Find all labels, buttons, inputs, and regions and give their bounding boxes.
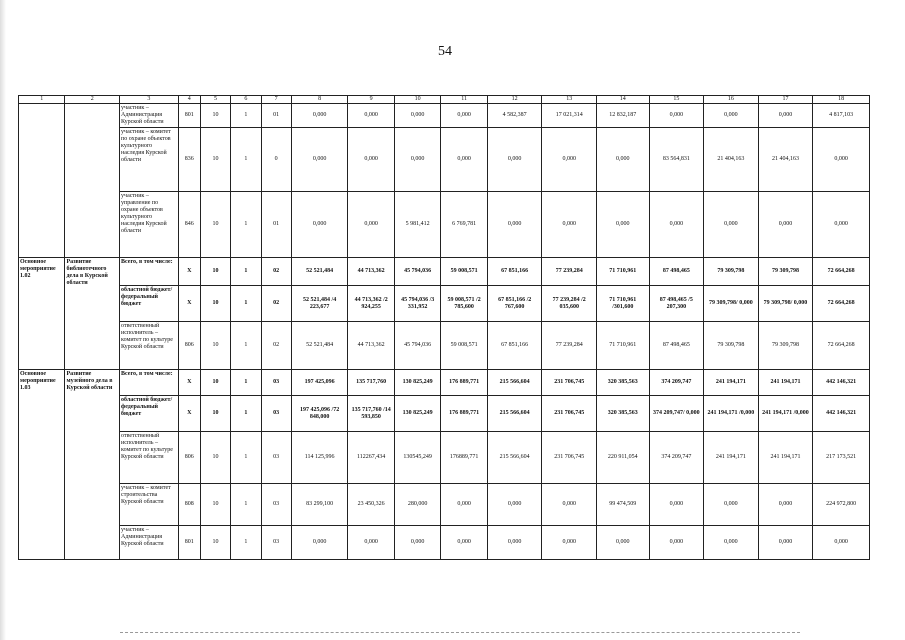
measure-cell: Основное мероприятие 1.03 bbox=[19, 370, 65, 560]
cell: 72 664,268 bbox=[813, 286, 870, 322]
cell: 21 404,163 bbox=[704, 128, 759, 192]
cell: 6 769,781 bbox=[441, 192, 487, 258]
cell: 77 239,284 /2 035,600 bbox=[542, 286, 597, 322]
table-row bbox=[19, 526, 870, 560]
cell: 176 889,771 bbox=[441, 370, 487, 396]
cell: 79 309,798 bbox=[704, 322, 759, 370]
cell: 241 194,171 bbox=[758, 370, 813, 396]
header-cell: 6 bbox=[231, 96, 261, 104]
cell: 1 bbox=[231, 258, 261, 286]
cell: 806 bbox=[178, 432, 200, 484]
cell: 0,000 bbox=[542, 192, 597, 258]
cell: 10 bbox=[200, 258, 230, 286]
cell: 0,000 bbox=[487, 128, 542, 192]
cell: 44 713,362 bbox=[348, 258, 394, 286]
cell: 1 bbox=[231, 286, 261, 322]
cell: 0,000 bbox=[487, 192, 542, 258]
cell: 130 825,249 bbox=[394, 396, 440, 432]
cell: 0,000 bbox=[649, 526, 704, 560]
header-cell: 8 bbox=[291, 96, 348, 104]
cell: 241 194,171 bbox=[704, 432, 759, 484]
header-cell: 7 bbox=[261, 96, 291, 104]
header-cell: 4 bbox=[178, 96, 200, 104]
cell: 52 521,484 /4 223,677 bbox=[291, 286, 348, 322]
cell: 79 309,798 bbox=[704, 258, 759, 286]
cell: 0,000 bbox=[704, 104, 759, 128]
cell: 23 450,326 bbox=[348, 484, 394, 526]
table-row bbox=[19, 322, 870, 370]
cell: 83 564,831 bbox=[649, 128, 704, 192]
cell: 02 bbox=[261, 258, 291, 286]
cell: 59 008,571 bbox=[441, 322, 487, 370]
cell: 806 bbox=[178, 322, 200, 370]
cell: 114 125,996 bbox=[291, 432, 348, 484]
table-row bbox=[19, 370, 870, 396]
cell: 374 209,747/ 0,000 bbox=[649, 396, 704, 432]
cell: 0,000 bbox=[291, 128, 348, 192]
table-row bbox=[19, 396, 870, 432]
cell: 45 794,036 bbox=[394, 322, 440, 370]
cell: X bbox=[178, 396, 200, 432]
table-header-row bbox=[19, 96, 870, 104]
cell: 215 566,604 bbox=[487, 432, 542, 484]
cell: 10 bbox=[200, 370, 230, 396]
cell: 01 bbox=[261, 104, 291, 128]
cell: 71 710,961 bbox=[597, 258, 650, 286]
cell: 1 bbox=[231, 370, 261, 396]
header-cell: 1 bbox=[19, 96, 65, 104]
cell: 10 bbox=[200, 484, 230, 526]
cell: 220 911,054 bbox=[597, 432, 650, 484]
cell: 0 bbox=[261, 128, 291, 192]
cell: 45 794,036 /3 331,952 bbox=[394, 286, 440, 322]
cell: 241 194,171 /0,000 bbox=[704, 396, 759, 432]
cell: 215 566,604 bbox=[487, 370, 542, 396]
cell: 45 794,036 bbox=[394, 258, 440, 286]
cell: 1 bbox=[231, 104, 261, 128]
cell: 442 146,321 bbox=[813, 396, 870, 432]
cell: 67 851,166 bbox=[487, 322, 542, 370]
cell: 01 bbox=[261, 192, 291, 258]
name-cell bbox=[65, 104, 120, 258]
table-row bbox=[19, 128, 870, 192]
cell: 1 bbox=[231, 432, 261, 484]
cell: 135 717,760 bbox=[348, 370, 394, 396]
cell: 10 bbox=[200, 322, 230, 370]
cell: 130 825,249 bbox=[394, 370, 440, 396]
cell: 0,000 bbox=[649, 484, 704, 526]
executor-cell: участник – управление по охране объектов культурного наследия Курской области bbox=[120, 192, 179, 258]
cell: 846 bbox=[178, 192, 200, 258]
cell: 0,000 bbox=[291, 526, 348, 560]
cell: 87 498,465 /5 207,300 bbox=[649, 286, 704, 322]
cell: 0,000 bbox=[813, 526, 870, 560]
cell: 4 817,103 bbox=[813, 104, 870, 128]
header-cell: 17 bbox=[758, 96, 813, 104]
cell: 99 474,509 bbox=[597, 484, 650, 526]
cell: 03 bbox=[261, 484, 291, 526]
header-cell: 14 bbox=[597, 96, 650, 104]
header-cell: 3 bbox=[120, 96, 179, 104]
cell: 03 bbox=[261, 526, 291, 560]
budget-table bbox=[18, 95, 870, 560]
executor-cell: Всего, в том числе: bbox=[120, 370, 179, 396]
table-row bbox=[19, 484, 870, 526]
cell: 0,000 bbox=[597, 526, 650, 560]
cell: 0,000 bbox=[649, 192, 704, 258]
cell: 77 239,284 bbox=[542, 258, 597, 286]
cell: 52 521,484 bbox=[291, 322, 348, 370]
cell: 0,000 bbox=[441, 484, 487, 526]
page-number: 54 bbox=[438, 44, 452, 59]
cell: 79 309,798 bbox=[758, 258, 813, 286]
cell: 02 bbox=[261, 322, 291, 370]
header-cell: 5 bbox=[200, 96, 230, 104]
cell: 0,000 bbox=[291, 192, 348, 258]
cell: 0,000 bbox=[813, 128, 870, 192]
cell: 10 bbox=[200, 104, 230, 128]
cell: 0,000 bbox=[758, 104, 813, 128]
cell: 0,000 bbox=[758, 526, 813, 560]
cell: 0,000 bbox=[394, 104, 440, 128]
cell: 0,000 bbox=[348, 526, 394, 560]
table-row bbox=[19, 192, 870, 258]
cell: 10 bbox=[200, 396, 230, 432]
cell: 0,000 bbox=[542, 526, 597, 560]
cell: 0,000 bbox=[487, 484, 542, 526]
table-row bbox=[19, 258, 870, 286]
bottom-rule bbox=[120, 632, 800, 633]
scan-edge-shadow bbox=[0, 0, 6, 640]
cell: 71 710,961 /301,600 bbox=[597, 286, 650, 322]
cell: 87 498,465 bbox=[649, 322, 704, 370]
cell: 79 309,798 bbox=[758, 322, 813, 370]
cell: 1 bbox=[231, 322, 261, 370]
cell: 0,000 bbox=[394, 526, 440, 560]
table-row bbox=[19, 286, 870, 322]
cell: 231 706,745 bbox=[542, 432, 597, 484]
executor-cell: участник – комитет по охране объектов культурного наследия Курской области bbox=[120, 128, 179, 192]
cell: 231 706,745 bbox=[542, 370, 597, 396]
cell: 12 832,187 bbox=[597, 104, 650, 128]
cell: 112267,434 bbox=[348, 432, 394, 484]
cell: 0,000 bbox=[441, 526, 487, 560]
executor-cell: участник – Администрация Курской области bbox=[120, 526, 179, 560]
cell: 72 664,268 bbox=[813, 322, 870, 370]
cell: 0,000 bbox=[597, 192, 650, 258]
cell: 0,000 bbox=[813, 192, 870, 258]
cell: 0,000 bbox=[542, 128, 597, 192]
cell: 801 bbox=[178, 104, 200, 128]
header-cell: 11 bbox=[441, 96, 487, 104]
cell: 79 309,798/ 0,000 bbox=[758, 286, 813, 322]
cell: 10 bbox=[200, 526, 230, 560]
cell: 1 bbox=[231, 192, 261, 258]
header-cell: 18 bbox=[813, 96, 870, 104]
name-cell: Развитие музейного дела в Курской области bbox=[65, 370, 120, 560]
cell: 87 498,465 bbox=[649, 258, 704, 286]
cell: 801 bbox=[178, 526, 200, 560]
cell: 67 851,166 /2 767,600 bbox=[487, 286, 542, 322]
cell: 374 209,747 bbox=[649, 370, 704, 396]
cell: 5 981,412 bbox=[394, 192, 440, 258]
cell: 02 bbox=[261, 286, 291, 322]
name-cell: Развитие библиотечного дела в Курской области bbox=[65, 258, 120, 370]
header-cell: 16 bbox=[704, 96, 759, 104]
header-cell: 15 bbox=[649, 96, 704, 104]
cell: 0,000 bbox=[758, 484, 813, 526]
cell: 374 209,747 bbox=[649, 432, 704, 484]
cell: 224 972,800 bbox=[813, 484, 870, 526]
cell: 59 008,571 /2 785,600 bbox=[441, 286, 487, 322]
cell: 836 bbox=[178, 128, 200, 192]
cell: 0,000 bbox=[348, 192, 394, 258]
cell: 0,000 bbox=[394, 128, 440, 192]
cell: 0,000 bbox=[704, 526, 759, 560]
cell: 10 bbox=[200, 286, 230, 322]
cell: 44 713,362 bbox=[348, 322, 394, 370]
header-cell: 2 bbox=[65, 96, 120, 104]
cell: 52 521,484 bbox=[291, 258, 348, 286]
header-cell: 13 bbox=[542, 96, 597, 104]
cell: 241 194,171 /0,000 bbox=[758, 396, 813, 432]
cell: 0,000 bbox=[348, 128, 394, 192]
cell: 176 889,771 bbox=[441, 396, 487, 432]
cell: 241 194,171 bbox=[704, 370, 759, 396]
executor-cell: участник – Администрация Курской области bbox=[120, 104, 179, 128]
cell: 0,000 bbox=[649, 104, 704, 128]
executor-cell: Всего, в том числе: bbox=[120, 258, 179, 286]
cell: 197 425,096 /72 848,000 bbox=[291, 396, 348, 432]
header-cell: 9 bbox=[348, 96, 394, 104]
cell: 320 385,563 bbox=[597, 396, 650, 432]
cell: 231 706,745 bbox=[542, 396, 597, 432]
cell: 0,000 bbox=[348, 104, 394, 128]
cell: 10 bbox=[200, 128, 230, 192]
cell: 1 bbox=[231, 526, 261, 560]
measure-cell: Основное мероприятие 1.02 bbox=[19, 258, 65, 370]
cell: 03 bbox=[261, 370, 291, 396]
cell: 4 582,387 bbox=[487, 104, 542, 128]
cell: 808 bbox=[178, 484, 200, 526]
table-row bbox=[19, 432, 870, 484]
cell: 1 bbox=[231, 484, 261, 526]
cell: 130545,249 bbox=[394, 432, 440, 484]
cell: 280,000 bbox=[394, 484, 440, 526]
cell: 176889,771 bbox=[441, 432, 487, 484]
cell: 17 021,314 bbox=[542, 104, 597, 128]
cell: 79 309,798/ 0,000 bbox=[704, 286, 759, 322]
cell: X bbox=[178, 370, 200, 396]
cell: 0,000 bbox=[704, 192, 759, 258]
cell: 77 239,284 bbox=[542, 322, 597, 370]
executor-cell: ответственный исполнитель – комитет по культуре Курской области bbox=[120, 322, 179, 370]
cell: 03 bbox=[261, 432, 291, 484]
cell: 320 385,563 bbox=[597, 370, 650, 396]
cell: 83 299,100 bbox=[291, 484, 348, 526]
cell: 10 bbox=[200, 432, 230, 484]
executor-cell: областной бюджет/ федеральный бюджет bbox=[120, 286, 179, 322]
executor-cell: ответственный исполнитель – комитет по культуре Курской области bbox=[120, 432, 179, 484]
cell: 442 146,321 bbox=[813, 370, 870, 396]
cell: 135 717,760 /14 593,850 bbox=[348, 396, 394, 432]
cell: 215 566,604 bbox=[487, 396, 542, 432]
executor-cell: областной бюджет/ федеральный бюджет bbox=[120, 396, 179, 432]
cell: 0,000 bbox=[291, 104, 348, 128]
cell: 0,000 bbox=[441, 128, 487, 192]
measure-cell bbox=[19, 104, 65, 258]
cell: 1 bbox=[231, 396, 261, 432]
cell: 0,000 bbox=[441, 104, 487, 128]
cell: 21 404,163 bbox=[758, 128, 813, 192]
cell: 0,000 bbox=[487, 526, 542, 560]
cell: 59 008,571 bbox=[441, 258, 487, 286]
cell: 72 664,268 bbox=[813, 258, 870, 286]
header-cell: 10 bbox=[394, 96, 440, 104]
header-cell: 12 bbox=[487, 96, 542, 104]
cell: 0,000 bbox=[597, 128, 650, 192]
cell: 67 851,166 bbox=[487, 258, 542, 286]
cell: 71 710,961 bbox=[597, 322, 650, 370]
cell: 03 bbox=[261, 396, 291, 432]
cell: 241 194,171 bbox=[758, 432, 813, 484]
cell: 217 173,521 bbox=[813, 432, 870, 484]
cell: X bbox=[178, 258, 200, 286]
executor-cell: участник – комитет строительства Курской области bbox=[120, 484, 179, 526]
cell: 0,000 bbox=[704, 484, 759, 526]
cell: 44 713,362 /2 924,255 bbox=[348, 286, 394, 322]
cell: 10 bbox=[200, 192, 230, 258]
cell: 0,000 bbox=[542, 484, 597, 526]
cell: 0,000 bbox=[758, 192, 813, 258]
cell: 197 425,096 bbox=[291, 370, 348, 396]
cell: X bbox=[178, 286, 200, 322]
table-row bbox=[19, 104, 870, 128]
cell: 1 bbox=[231, 128, 261, 192]
